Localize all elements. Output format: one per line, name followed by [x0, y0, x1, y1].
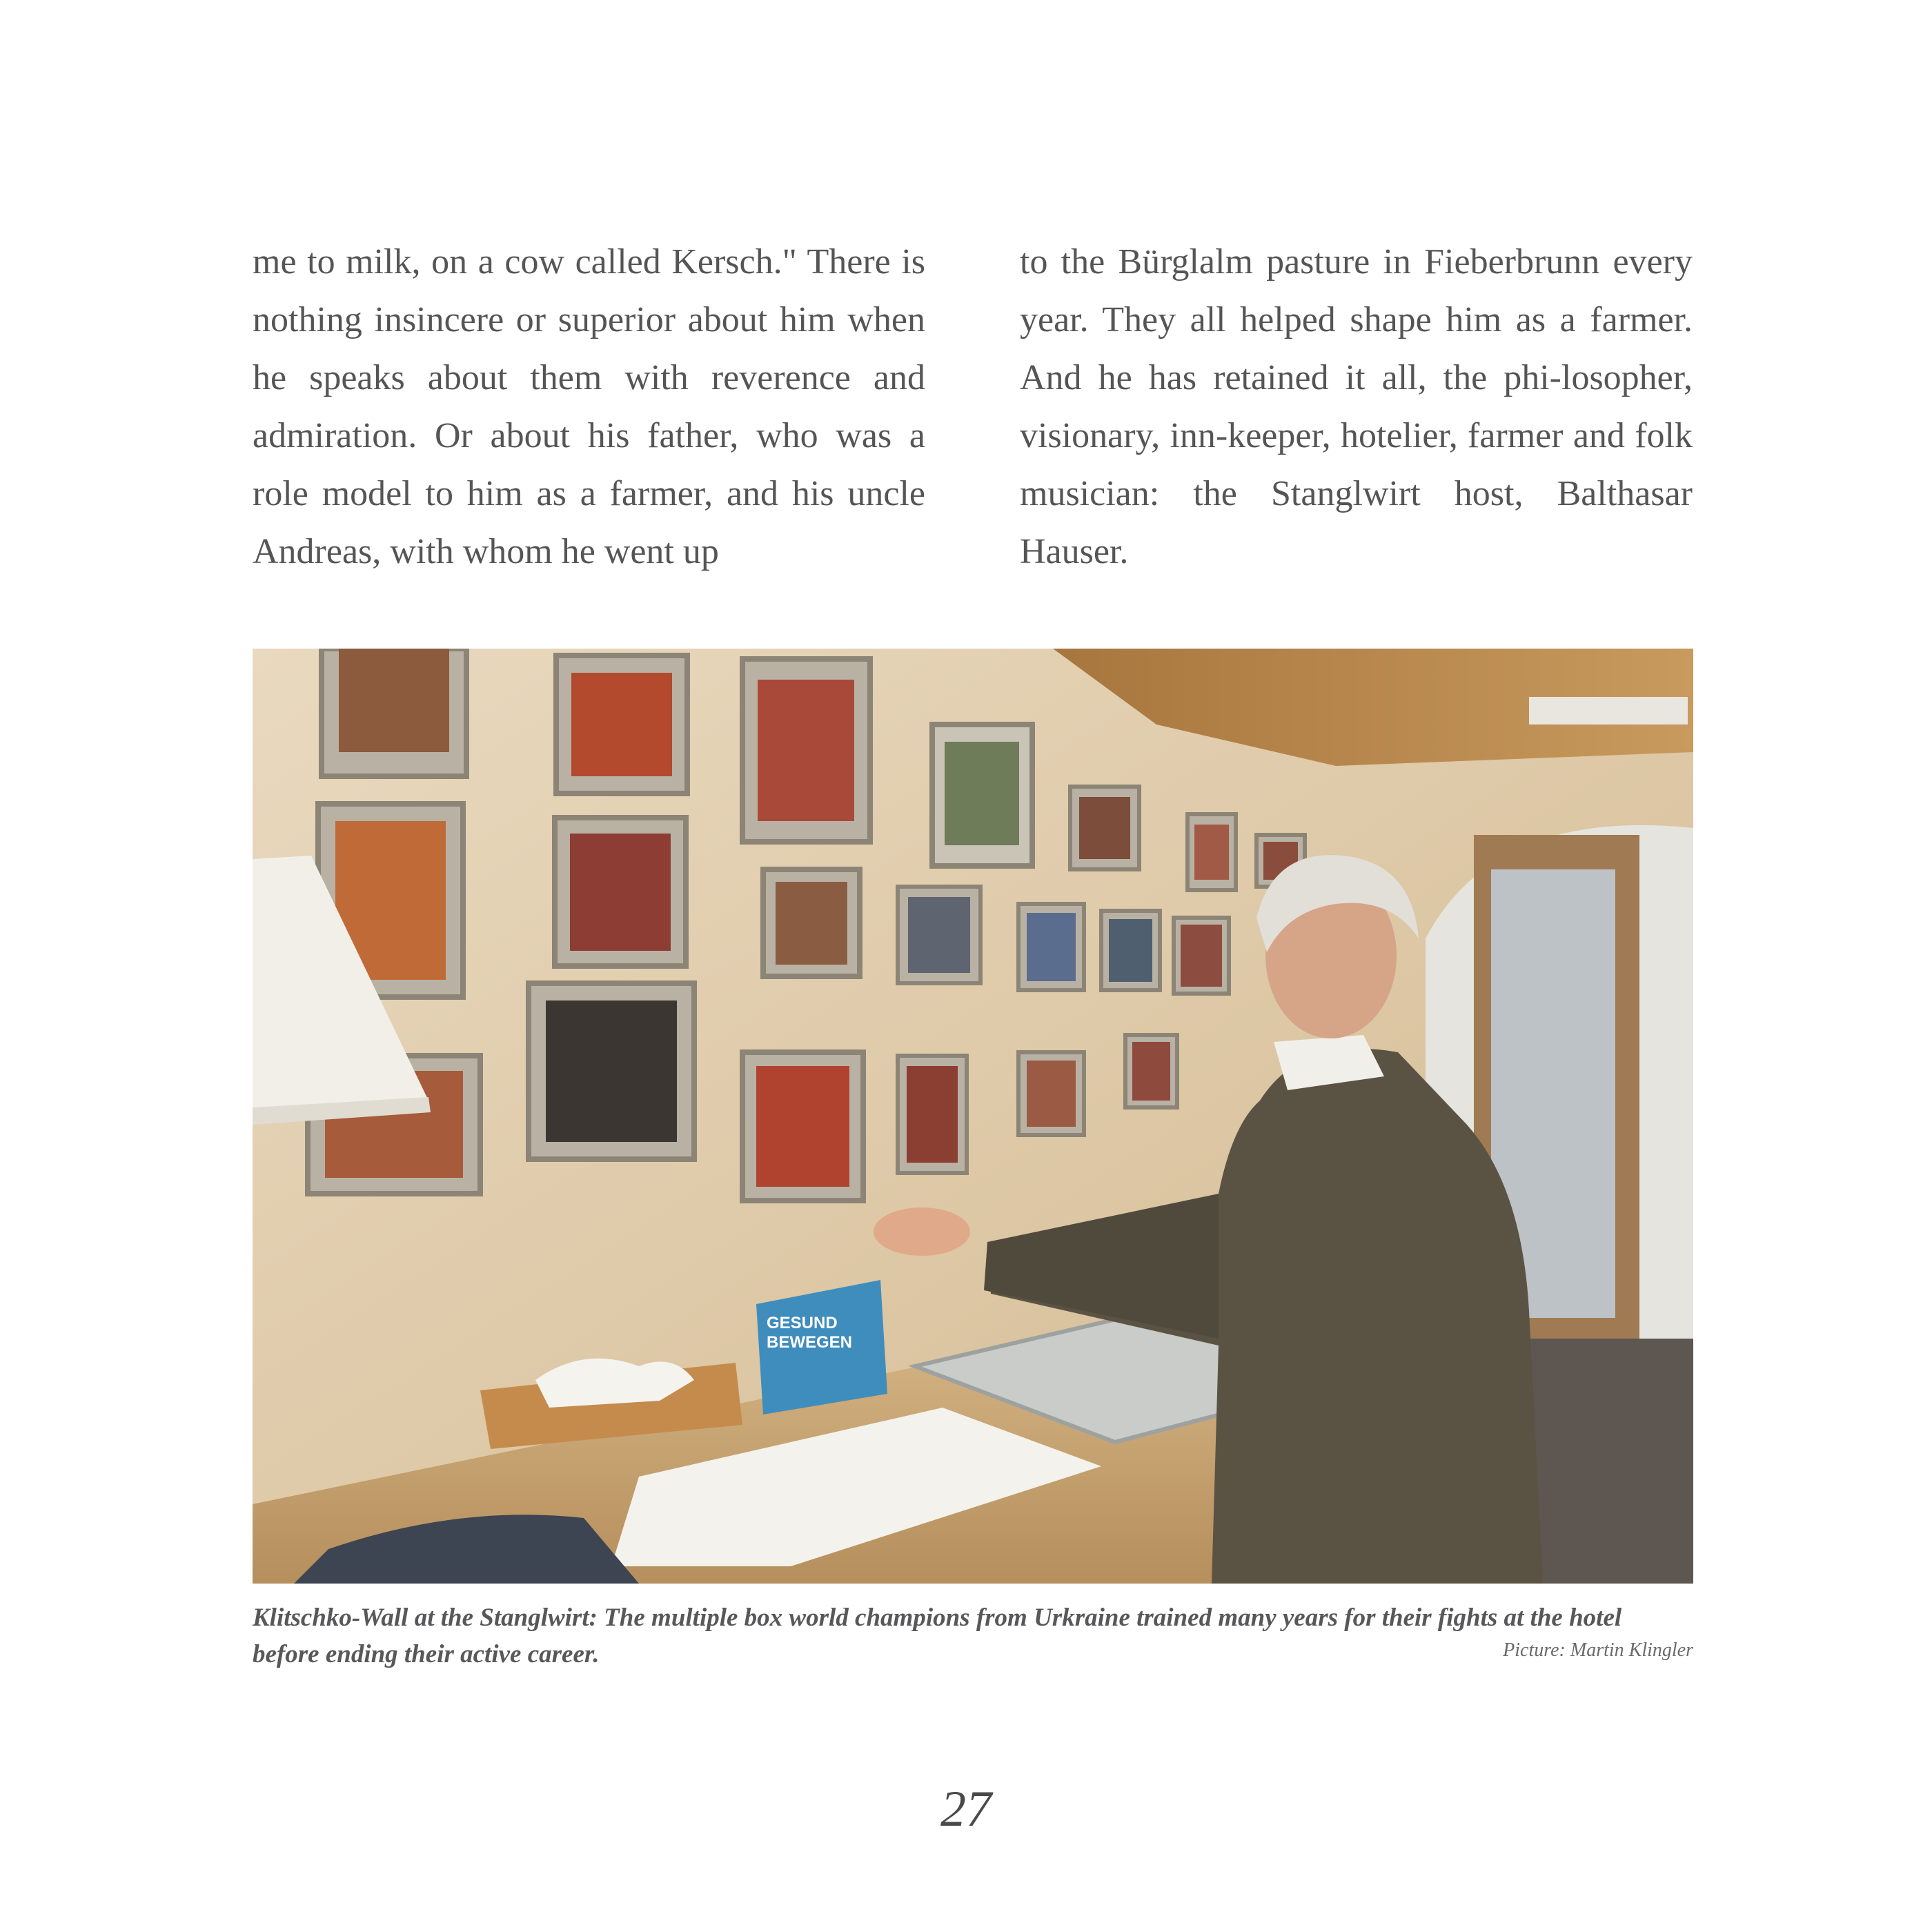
photo-credit: Picture: Martin Klingler [1503, 1639, 1693, 1661]
body-paragraph-right: to the Bürglalm pasture in Fieberbrunn every year. They all helped shape him as a farmer. And he has retained it all, the phi-losopher, visionary, inn-keeper, hotelier, farmer and folk musician: the Stanglwirt host, Balthasar Hauser. [1020, 242, 1693, 571]
body-paragraph-left: me to milk, on a cow called Kersch." There is nothing insincere or superior about him when he speaks about them with reverence and admiration. Or about his father, who was a role model to him as a farmer, and his uncle Andreas, with whom he went up [253, 242, 925, 571]
body-column-left [253, 233, 925, 581]
sign-text-line1: GESUND [767, 1314, 838, 1332]
ceiling-light [1529, 697, 1688, 724]
body-column-right [1020, 233, 1693, 581]
photo-illustration [253, 649, 1693, 1584]
photo-caption [253, 1599, 1693, 1673]
klitschko-wall-photo [253, 649, 1693, 1584]
sign-text-line2: BEWEGEN [767, 1333, 853, 1352]
caption-text: Klitschko-Wall at the Stanglwirt: The multiple box world champions from Urkraine trained many years for their fights at the hotel before ending their active career. [253, 1604, 1622, 1668]
page-number: 27 [940, 1781, 992, 1837]
